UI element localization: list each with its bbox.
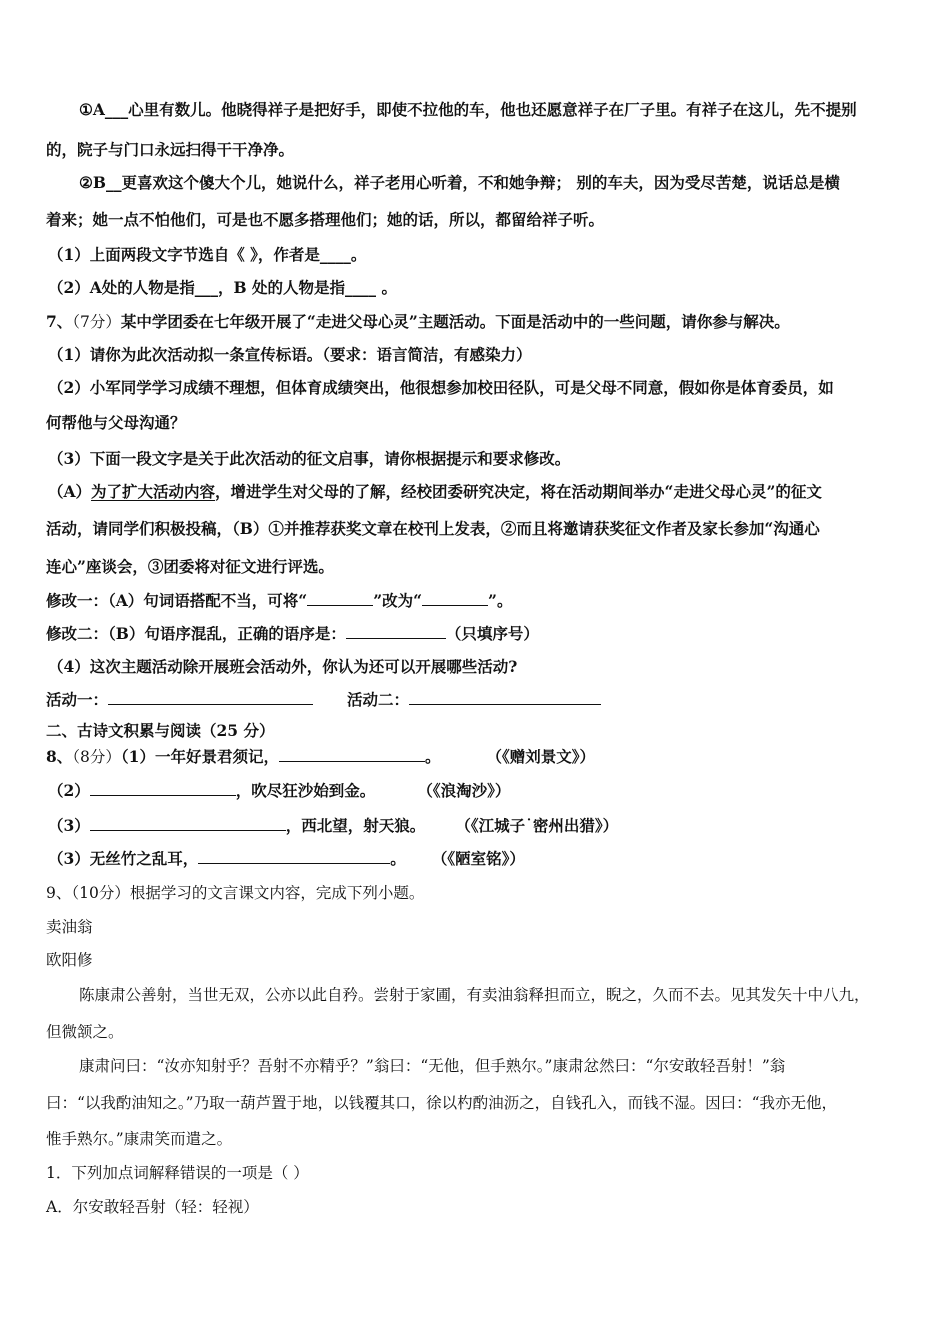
answer-blank[interactable] <box>279 746 425 762</box>
q7-notice-line-1: （A）为了扩大活动内容，增进学生对父母的了解，经校团委研究决定，将在活动期间举办“走进父母心灵”的征文 <box>48 482 822 501</box>
option-a[interactable]: A．尔安敢轻吾射（轻：轻视） <box>46 1198 259 1216</box>
answer-blank[interactable] <box>198 848 390 864</box>
section-2-heading: 二、古诗文积累与阅读（25 分） <box>46 721 275 740</box>
q8-line-4: （3）无丝竹之乱耳， 。 （《陋室铭》） <box>48 849 525 868</box>
passage-1-line-1: ①A___心里有数儿。他晓得祥子是把好手，即使不拉他的车，他也还愿意祥子在厂子里。有祥子在这儿，先不提别 <box>79 100 857 119</box>
q7-sub-2-line-2: 何帮他与父母沟通？ <box>46 413 186 432</box>
q7-sub-2-line-1: （2）小军同学学习成绩不理想，但体育成绩突出，他很想参加校田径队，可是父母不同意，假如你是体育委员，如 <box>48 378 834 397</box>
q7-sub-4: （4）这次主题活动除开展班会活动外，你认为还可以开展哪些活动? <box>48 657 518 676</box>
passage-2-line-2: 着来；她一点不怕他们，可是也不愿多搭理他们；她的话，所以，都留给祥子听。 <box>46 210 605 229</box>
q6-sub-1: （1）上面两段文字节选自《 》，作者是____。 <box>48 245 367 264</box>
q7-sub-1: （1）请你为此次活动拟一条宣传标语。（要求：语言简洁，有感染力） <box>48 345 532 364</box>
answer-blank[interactable] <box>346 623 446 639</box>
q8-line-2: （2） ，吹尽狂沙始到金。 （《浪淘沙》） <box>48 781 511 800</box>
classical-text-line-1: 陈康肃公善射，当世无双，公亦以此自矜。尝射于家圃，有卖油翁释担而立，睨之，久而不去。见其发矢十中八九， <box>79 986 870 1004</box>
q8-line-1: 8、（8分）（1）一年好景君须记， 。 （《赠刘景文》） <box>46 747 595 766</box>
classical-text-line-5: 惟手熟尔。”康肃笑而遣之。 <box>46 1130 233 1148</box>
answer-blank[interactable] <box>108 689 313 705</box>
answer-blank[interactable] <box>409 689 601 705</box>
q7-revision-1: 修改一：（A）句词语搭配不当，可将“ ”改为“ ”。 <box>46 591 513 610</box>
answer-blank[interactable] <box>90 815 286 831</box>
text-title: 卖油翁 <box>46 918 93 936</box>
passage-1-line-2: 的，院子与门口永远扫得干干净净。 <box>46 140 295 159</box>
q7-heading: 7、（7分）某中学团委在七年级开展了“走进父母心灵”主题活动。下面是活动中的一些问题，请你参与解决。 <box>46 312 790 331</box>
text-author: 欧阳修 <box>46 951 93 969</box>
sub-question-1: 1．下列加点词解释错误的一项是（ ） <box>46 1164 309 1182</box>
q6-sub-2: （2）A处的人物是指___，B 处的人物是指____ 。 <box>48 278 397 297</box>
q7-activities: 活动一： 活动二： <box>46 689 601 711</box>
answer-blank[interactable] <box>422 590 488 606</box>
q9-heading: 9、（10分）根据学习的文言课文内容，完成下列小题。 <box>46 884 425 902</box>
passage-2-line-1: ②B__更喜欢这个傻大个儿，她说什么，祥子老用心听着，不和她争辩； 别的车夫，因为受尽苦楚，说话总是横 <box>79 173 840 192</box>
q7-notice-line-3: 连心”座谈会，③团委将对征文进行评选。 <box>46 557 334 576</box>
classical-text-line-2: 但微颔之。 <box>46 1023 124 1041</box>
q7-revision-2: 修改二：（B）句语序混乱，正确的语序是： （只填序号） <box>46 624 539 643</box>
classical-text-line-3: 康肃问曰：“汝亦知射乎？吾射不亦精乎？”翁曰：“无他，但手熟尔。”康肃忿然曰：“尔安敢轻吾射！”翁 <box>79 1057 786 1075</box>
q8-line-3: （3） ，西北望，射天狼。 （《江城子˙密州出猎》） <box>48 816 619 835</box>
q7-notice-line-2: 活动，请同学们积极投稿，（B）①并推荐获奖文章在校刊上发表，②而且将邀请获奖征文作者及家长参加“沟通心 <box>46 519 820 538</box>
classical-text-line-4: 曰：“以我酌油知之。”乃取一葫芦置于地，以钱覆其口，徐以杓酌油沥之，自钱孔入，而钱不湿。因曰：“我亦无他， <box>46 1094 838 1112</box>
q7-sub-3: （3）下面一段文字是关于此次活动的征文启事，请你根据提示和要求修改。 <box>48 449 571 468</box>
answer-blank[interactable] <box>307 590 373 606</box>
answer-blank[interactable] <box>90 780 236 796</box>
